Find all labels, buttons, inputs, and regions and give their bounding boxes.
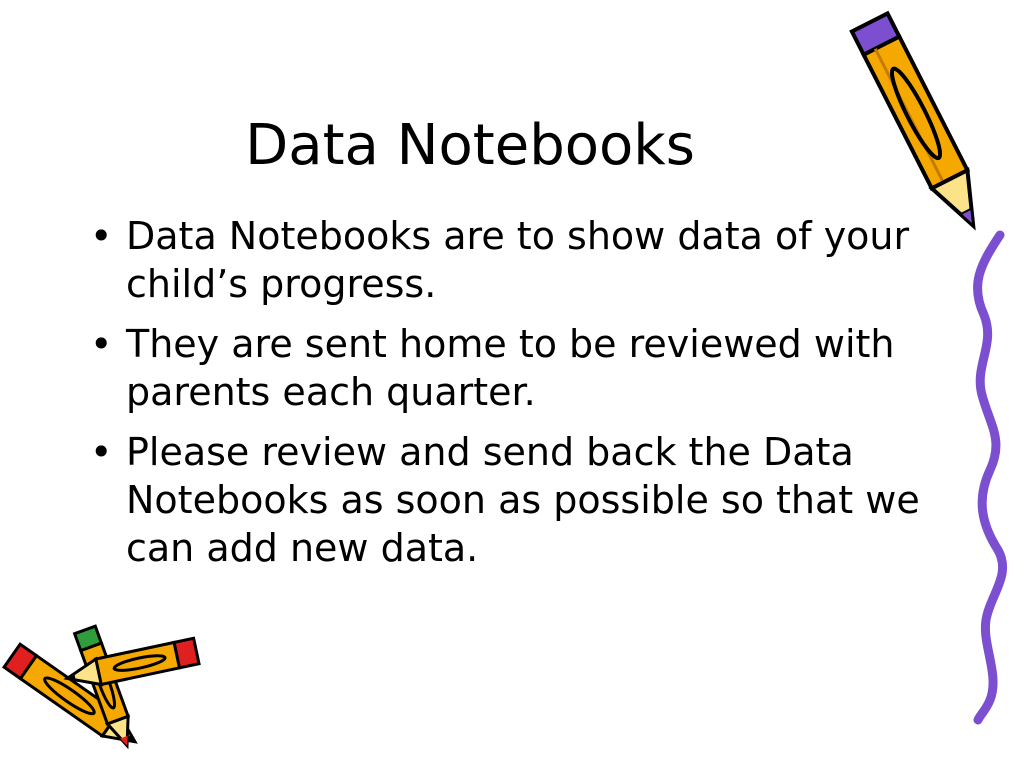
slide-title: Data Notebooks — [245, 113, 695, 178]
bullet-dot: • — [90, 214, 113, 258]
bullet-list — [84, 212, 944, 584]
bullet-item — [84, 428, 944, 572]
bullet-text: Data Notebooks are to show data of your child’s progress. — [126, 214, 910, 306]
bullet-text: They are sent home to be reviewed with parents each quarter. — [126, 322, 895, 414]
bullet-item — [84, 320, 944, 416]
pencil-icon — [855, 0, 1015, 250]
bullet-dot: • — [90, 430, 113, 474]
bullet-text: Please review and send back the Data Notebooks as soon as possible so that we can add new data. — [126, 430, 920, 570]
bullet-dot: • — [90, 322, 113, 366]
squiggle-line — [960, 235, 1024, 720]
bullet-item — [84, 212, 944, 308]
crossed-pencils-icon — [0, 620, 210, 760]
